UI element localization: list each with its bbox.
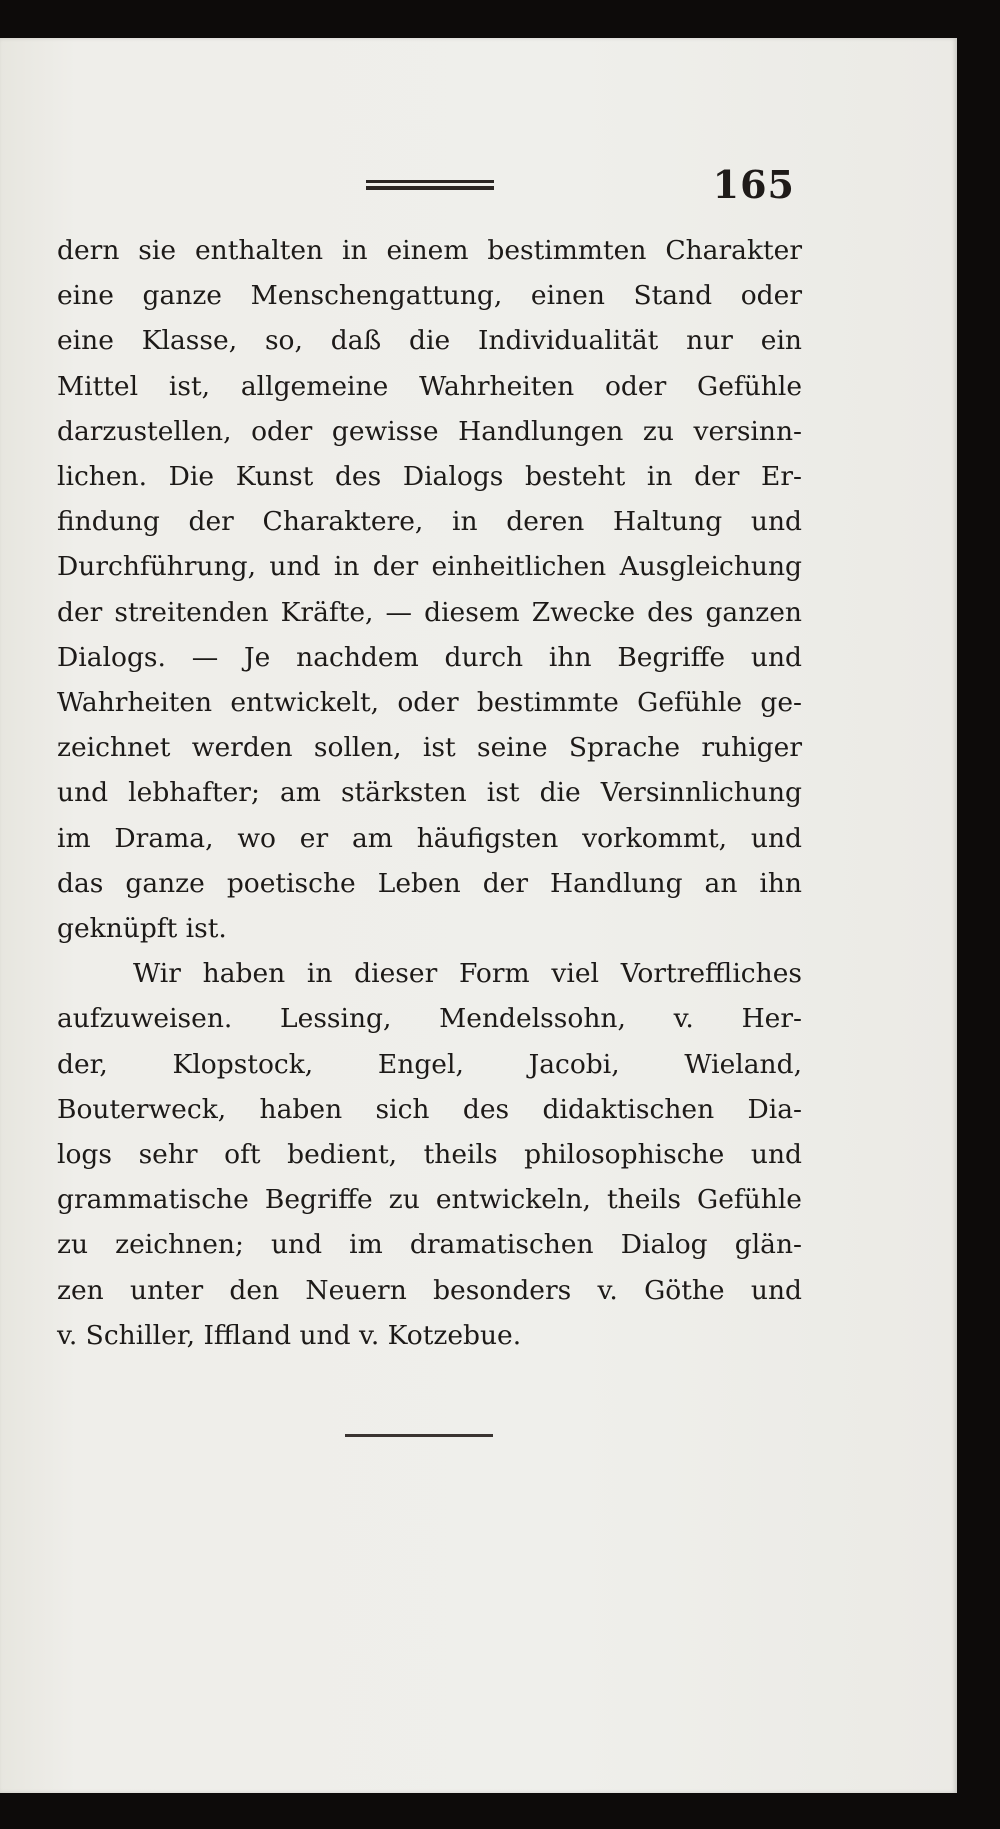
text-line: dern sie enthalten in einem bestimmten Charakter: [57, 235, 802, 266]
text-line: grammatische Begriffe zu entwickeln, theils Gefühle: [57, 1184, 802, 1216]
text-line: geknüpft ist.: [57, 913, 227, 945]
text-line: Wahrheiten entwickelt, oder bestimmte Gefühle ge-: [57, 687, 802, 719]
text-line: zen unter den Neuern besonders v. Göthe und: [57, 1274, 802, 1306]
paragraph-1: [57, 228, 802, 951]
text-line: Dialogs. — Je nachdem durch ihn Begriffe und: [57, 641, 802, 673]
book-page: [0, 38, 957, 1793]
text-line: zu zeichnen; und im dramatischen Dialog glän-: [57, 1229, 802, 1261]
text-line: und lebhafter; am stärksten ist die Versinnlichung: [57, 777, 802, 809]
text-line: zeichnet werden sollen, ist seine Sprache ruhiger: [57, 732, 802, 764]
text-line: im Drama, wo er am häufigsten vorkommt, und: [57, 822, 802, 854]
header-rule-line: [366, 180, 494, 183]
text-line: Bouterweck, haben sich des didaktischen Dia-: [57, 1093, 802, 1125]
body-text: [57, 228, 802, 1358]
paragraph-2: [57, 951, 802, 1358]
text-line: Durchführung, und in der einheitlichen Ausgleichung: [57, 551, 802, 583]
page-header: [0, 138, 957, 207]
header-rule-line: [366, 186, 494, 190]
text-line: lichen. Die Kunst des Dialogs besteht in der Er-: [57, 461, 802, 493]
section-end-rule: [345, 1434, 493, 1437]
text-line: der streitenden Kräfte, — diesem Zwecke des ganzen: [57, 596, 802, 628]
text-line: eine ganze Menschengattung, einen Stand oder: [57, 280, 802, 312]
text-line: logs sehr oft bedient, theils philosophische und: [57, 1139, 802, 1171]
text-line: aufzuweisen. Lessing, Mendelssohn, v. Her-: [57, 1003, 802, 1035]
text-line: das ganze poetische Leben der Handlung an ihn: [57, 867, 802, 899]
text-line: Wir haben in dieser Form viel Vortreffliches: [133, 958, 802, 990]
text-line: v. Schiller, Iffland und v. Kotzebue.: [57, 1319, 522, 1351]
text-line: findung der Charaktere, in deren Haltung und: [57, 506, 802, 538]
text-line: eine Klasse, so, daß die Individualität nur ein: [57, 325, 802, 357]
page-number: 165: [712, 162, 795, 207]
text-line: Mittel ist, allgemeine Wahrheiten oder Gefühle: [57, 370, 802, 402]
text-line: darzustellen, oder gewisse Handlungen zu versinn-: [57, 415, 802, 447]
header-rule: [366, 180, 494, 191]
text-line: der, Klopstock, Engel, Jacobi, Wieland,: [57, 1048, 802, 1080]
